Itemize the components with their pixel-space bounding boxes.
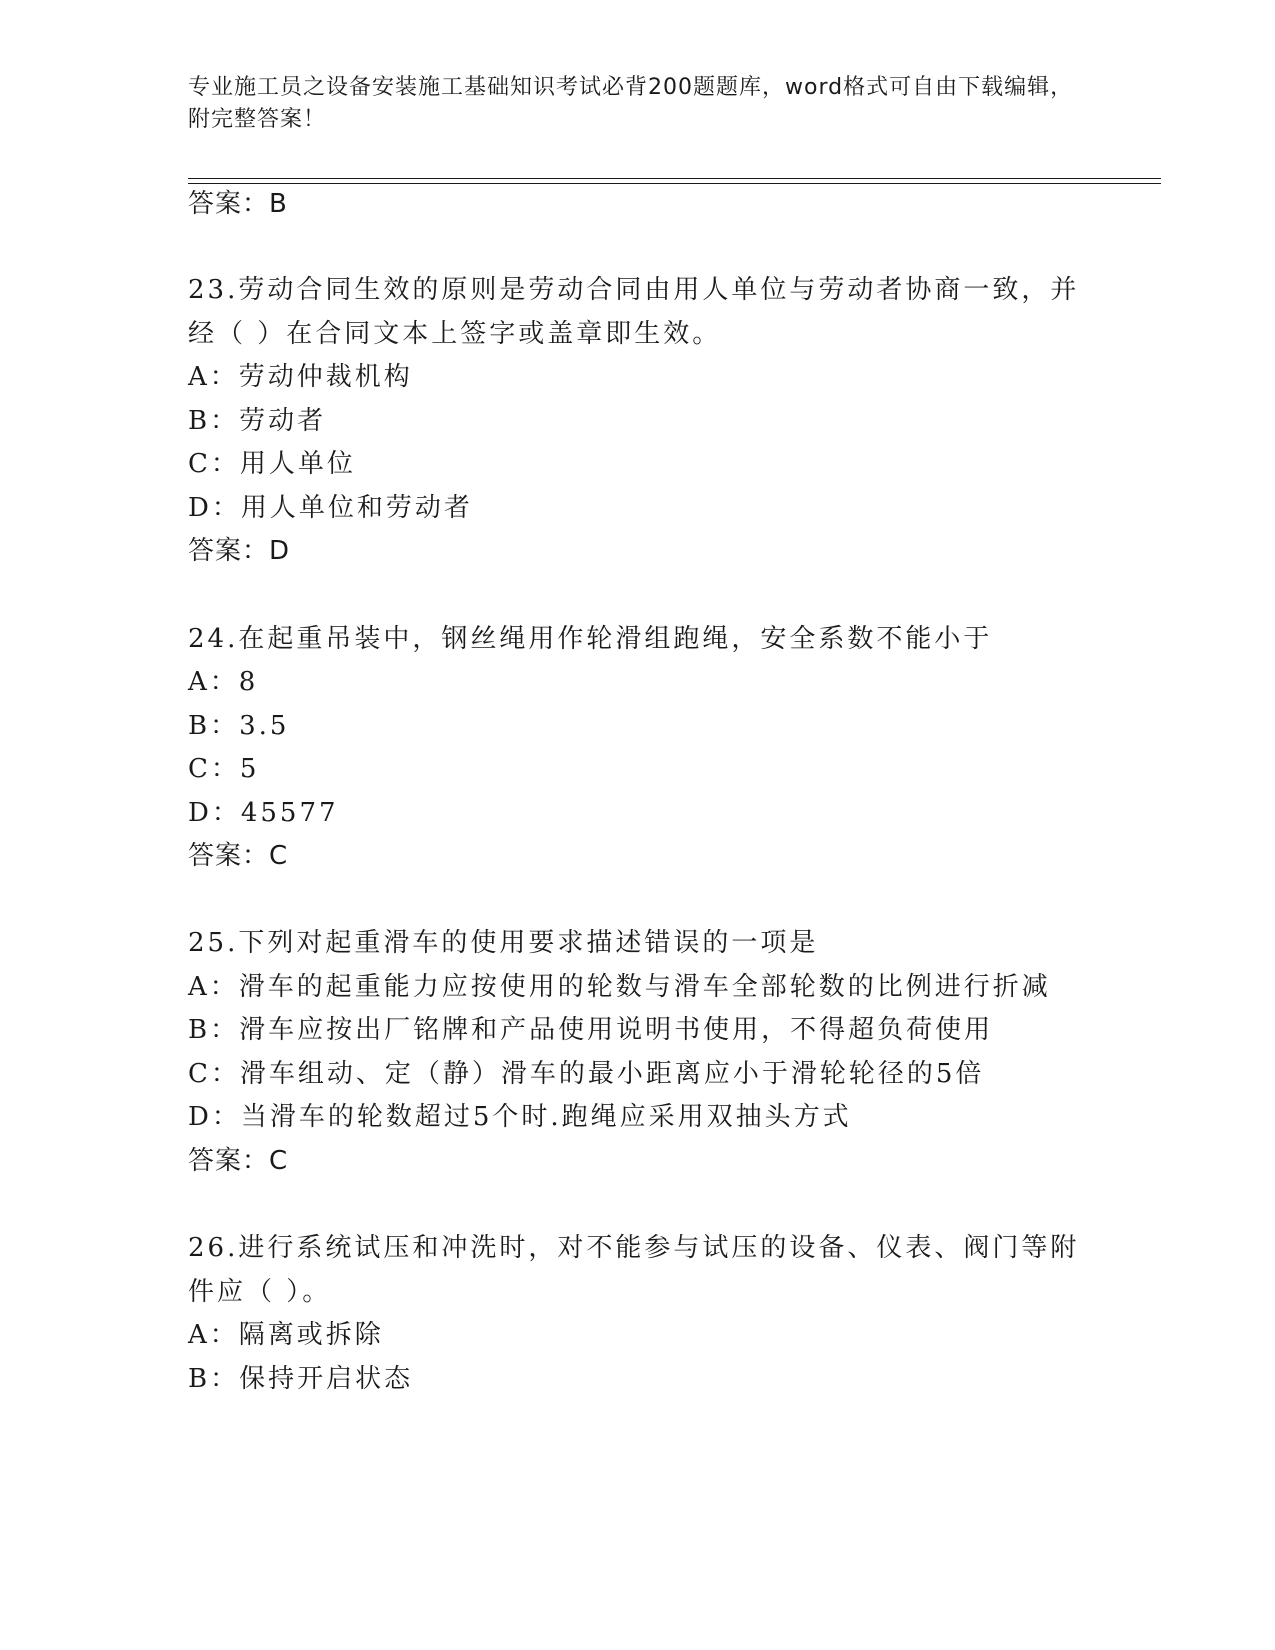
question-26-option-a: A：隔离或拆除 bbox=[188, 1320, 384, 1350]
question-24-stem-line-1: 24.在起重吊装中，钢丝绳用作轮滑组跑绳，安全系数不能小于 bbox=[188, 624, 993, 654]
question-24-option-a: A：8 bbox=[188, 667, 259, 697]
question-26-stem-line-2: 件应（ ）。 bbox=[188, 1277, 332, 1307]
question-23-option-a: A：劳动仲裁机构 bbox=[188, 362, 413, 392]
question-24-option-d: D：45577 bbox=[188, 798, 339, 828]
header-divider-bottom bbox=[188, 183, 1161, 184]
answer-23: 答案：D bbox=[188, 536, 291, 566]
answer-22: 答案：B bbox=[188, 189, 288, 219]
question-25-option-b: B：滑车应按出厂铭牌和产品使用说明书使用，不得超负荷使用 bbox=[188, 1015, 994, 1045]
question-24-option-c: C：5 bbox=[188, 754, 260, 784]
question-23-option-d: D：用人单位和劳动者 bbox=[188, 493, 473, 523]
question-25-option-d: D：当滑车的轮数超过5个时.跑绳应采用双抽头方式 bbox=[188, 1102, 852, 1132]
answer-25: 答案：C bbox=[188, 1146, 289, 1176]
answer-24: 答案：C bbox=[188, 841, 289, 871]
document-header: 专业施工员之设备安装施工基础知识考试必背200题题库，word格式可自由下载编辑，附完整答案！ bbox=[188, 75, 1074, 132]
question-23-stem-line-2: 经（ ）在合同文本上签字或盖章即生效。 bbox=[188, 319, 722, 349]
question-26-stem-line-1: 26.进行系统试压和冲洗时，对不能参与试压的设备、仪表、阀门等附 bbox=[188, 1233, 1080, 1263]
question-25-option-c: C：滑车组动、定（静）滑车的最小距离应小于滑轮轮径的5倍 bbox=[188, 1059, 985, 1089]
question-23-stem-line-1: 23.劳动合同生效的原则是劳动合同由用人单位与劳动者协商一致，并 bbox=[188, 275, 1080, 305]
question-23-option-c: C：用人单位 bbox=[188, 449, 356, 479]
question-26-option-b: B：保持开启状态 bbox=[188, 1364, 414, 1394]
question-25-option-a: A：滑车的起重能力应按使用的轮数与滑车全部轮数的比例进行折减 bbox=[188, 972, 1051, 1002]
question-25-stem-line-1: 25.下列对起重滑车的使用要求描述错误的一项是 bbox=[188, 928, 819, 958]
question-23-option-b: B：劳动者 bbox=[188, 406, 327, 436]
question-24-option-b: B：3.5 bbox=[188, 711, 290, 741]
header-divider-top bbox=[188, 178, 1161, 179]
